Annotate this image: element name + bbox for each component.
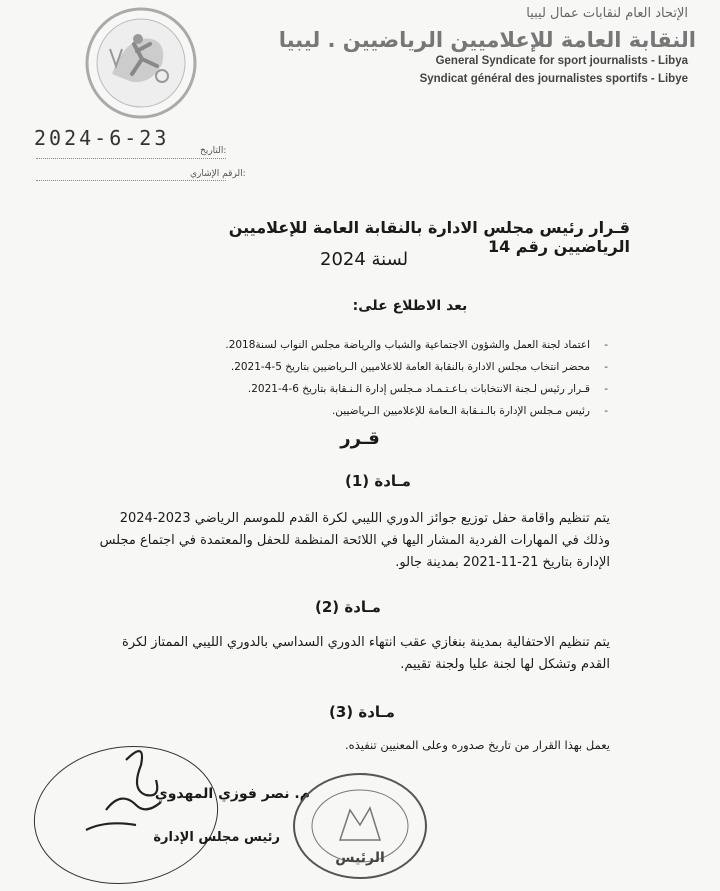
- article-line: الإدارة بتاريخ 21-11-2021 بمدينة جالو.: [395, 555, 610, 570]
- article-2-heading: مـادة (2): [315, 598, 381, 616]
- ref-dotline: [36, 180, 226, 181]
- article-2-body: [90, 632, 610, 676]
- stamp-center-text: الرئيس: [335, 850, 385, 866]
- signer-role: رئيس مجلس الإدارة: [153, 830, 280, 845]
- article-3-body: يعمل بهذا القرار من تاريخ صدوره وعلى المعنيين تنفيذه.: [345, 738, 610, 752]
- syndicate-name-fr: Syndicat général des journalistes sportifs - Libye: [419, 73, 688, 85]
- preamble-item: - قـرار رئيس لـجنة الانتخابات بـاعـتـمـاد مـجلس إدارة الـنـقابة بتاريخ 6-4-2021.: [140, 378, 608, 400]
- decision-year: لسنة 2024: [320, 249, 409, 270]
- article-line: وذلك في المهارات الفردية المشار اليها في اللائحة المنظمة للحفل والمعتمدة في اجتماع مجلس: [99, 533, 610, 548]
- date-label: التاريخ:: [200, 146, 227, 156]
- ref-label: الرقم الإشاري:: [190, 169, 246, 179]
- preamble-item: - محضر انتخاب مجلس الادارة بالنقابة العامة للاعلاميين الـرياضيين بتاريخ 5-4-2021.: [140, 356, 608, 378]
- federation-name: الإتحاد العام لنقابات عمال ليبيا: [526, 6, 688, 21]
- article-3-heading: مـادة (3): [329, 703, 395, 721]
- preamble-item: - رئيس مـجلس الإدارة بالـنـقابة الـعامة للإعلاميين الـرياضيين.: [140, 400, 608, 422]
- preamble-item: - اعتماد لجنة العمل والشؤون الاجتماعية والشباب والرياضة مجلس النواب لسنة2018.: [140, 334, 608, 356]
- official-stamp: [290, 770, 430, 882]
- syndicate-name-ar: النقابة العامة للإعلاميين الرياضيين . ليبيا: [278, 28, 696, 52]
- article-line: يتم تنظيم الاحتفالية بمدينة بنغازي عقب انتهاء الدوري السداسي بالدوري الليبي الممتاز لكرة: [122, 635, 610, 650]
- signer-name: م. نصر فوزي المهدوي: [154, 786, 310, 802]
- article-line: القدم وتشكل لها لجنة عليا ولجنة تقييم.: [400, 657, 610, 672]
- handwritten-signature: [26, 720, 226, 890]
- decision-heading: قـرر: [340, 428, 380, 449]
- syndicate-logo: [82, 4, 200, 122]
- article-1-body: [90, 508, 610, 574]
- syndicate-name-en: General Syndicate for sport journalists - Libya: [435, 55, 688, 67]
- decision-title: قـرار رئيس مجلس الادارة بالنقابة العامة للإعلاميين الرياضيين رقم 14: [228, 218, 630, 256]
- preamble-list: [140, 334, 608, 422]
- handwritten-date: 2024-6-23: [34, 126, 170, 150]
- preamble-heading: بعد الاطلاع على:: [352, 298, 468, 314]
- date-dotline: [36, 158, 226, 159]
- article-1-heading: مـادة (1): [345, 472, 411, 490]
- article-line: يتم تنظيم واقامة حفل توزيع جوائز الدوري الليبي لكرة القدم للموسم الرياضي 2023-2024: [119, 511, 610, 526]
